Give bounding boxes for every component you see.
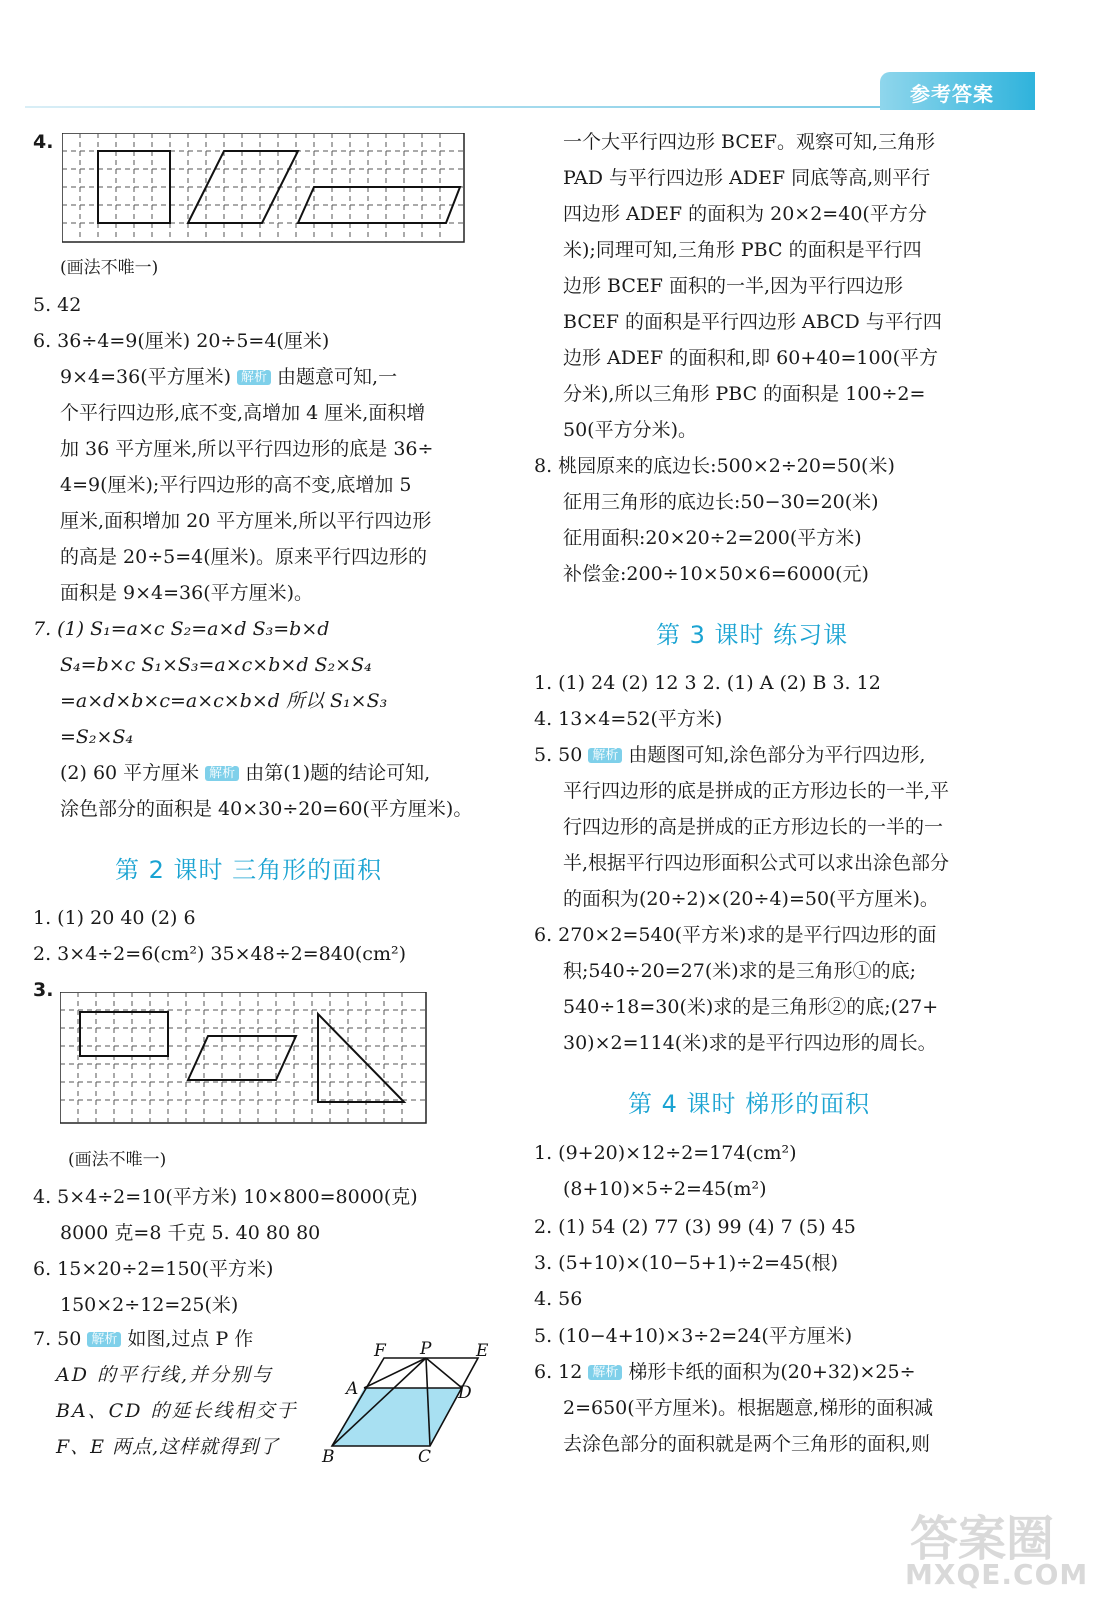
q5-answer: 5. 42	[33, 294, 82, 316]
l3-q5-analysis-start: 由题图可知,涂色部分为平行四边形,	[628, 744, 926, 766]
analysis-badge: 解析	[588, 1365, 622, 1380]
l4-q5: 5. (10−4+10)×3÷2=24(平方厘米)	[534, 1325, 853, 1347]
r-q8-line1: 8. 桃园原来的底边长:500×2÷20=50(米)	[534, 455, 895, 477]
q6-line8: 面积是 9×4=36(平方厘米)。	[60, 582, 314, 604]
l2-q7-line3: BA、CD 的延长线相交于	[56, 1400, 298, 1422]
l3-q6-line1: 6. 270×2=540(平方米)求的是平行四边形的面	[534, 924, 937, 946]
r-q7-cont-5: 边形 BCEF 面积的一半,因为平行四边形	[563, 275, 904, 297]
l2-q3-number: 3.	[33, 979, 54, 1001]
l3-q6-line4: 30)×2=114(米)求的是平行四边形的周长。	[563, 1032, 937, 1054]
l3-q4: 4. 13×4=52(平方米)	[534, 708, 723, 730]
q7-line5	[60, 764, 430, 783]
analysis-badge: 解析	[87, 1332, 121, 1347]
l3-q5-line4: 半,根据平行四边形面积公式可以求出涂色部分	[563, 852, 950, 874]
l2-q7-line1	[33, 1330, 253, 1349]
q6-line5: 4=9(厘米);平行四边形的高不变,底增加 5	[60, 474, 412, 496]
label-B: B	[322, 1447, 335, 1466]
l3-q6-line2: 积;540÷20=27(米)求的是三角形①的底;	[563, 960, 917, 982]
section-lesson3: 第 3 课时 练习课	[656, 621, 849, 649]
grid-figure-q4	[62, 133, 465, 243]
q7-line3: =a×d×b×c=a×c×b×d 所以 S₁×S₃	[60, 690, 388, 712]
l3-q5-answer: 5. 50	[534, 744, 583, 766]
q6-line2	[60, 368, 397, 387]
l2-q6-line2: 150×2÷12=25(米)	[60, 1294, 239, 1316]
r-q7-cont-3: 四边形 ADEF 的面积为 20×2=40(平方分	[563, 203, 927, 225]
l4-q6-analysis-start: 梯形卡纸的面积为(20+32)×25÷	[628, 1361, 916, 1383]
watermark-logo	[900, 1500, 1089, 1595]
l2-q7-analysis-start: 如图,过点 P 作	[127, 1328, 254, 1350]
r-q8-line4: 补偿金:200÷10×50×6=6000(元)	[563, 563, 869, 585]
l3-q5-line1	[534, 746, 925, 765]
l2-q4-line2: 8000 克=8 千克 5. 40 80 80	[60, 1222, 321, 1244]
l2-q4-line1: 4. 5×4÷2=10(平方米) 10×800=8000(克)	[33, 1186, 418, 1208]
r-q7-cont-9: 50(平方分米)。	[563, 419, 698, 441]
label-E: E	[476, 1341, 489, 1361]
l4-q2: 2. (1) 54 (2) 77 (3) 99 (4) 7 (5) 45	[534, 1216, 856, 1238]
l2-q7-answer: 7. 50	[33, 1328, 82, 1350]
q7-part2: (2) 60 平方厘米	[60, 762, 200, 784]
analysis-badge: 解析	[588, 748, 622, 763]
watermark-small: MXQE.COM	[905, 1558, 1089, 1591]
r-q7-cont-6: BCEF 的面积是平行四边形 ABCD 与平行四	[563, 311, 942, 333]
q7-analysis-start: 由第(1)题的结论可知,	[245, 762, 431, 784]
q4-number: 4.	[33, 131, 54, 153]
l2-q7-line2: AD 的平行线,并分别与	[56, 1364, 274, 1386]
l4-q3: 3. (5+10)×(10−5+1)÷2=45(根)	[534, 1252, 839, 1274]
q7-line2: S₄=b×c S₁×S₃=a×c×b×d S₂×S₄	[60, 654, 372, 676]
label-D: D	[458, 1383, 472, 1403]
section-lesson2: 第 2 课时 三角形的面积	[115, 856, 383, 884]
q7-line4: =S₂×S₄	[60, 726, 134, 748]
q6-result: 9×4=36(平方厘米)	[60, 366, 232, 388]
l3-q1: 1. (1) 24 (2) 12 3 2. (1) A (2) B 3. 12	[534, 672, 881, 694]
answer-tag	[880, 72, 1035, 110]
geometry-figure-bcef	[318, 1336, 498, 1466]
l4-q6-line1	[534, 1363, 916, 1382]
r-q7-cont-1: 一个大平行四边形 BCEF。观察可知,三角形	[563, 131, 935, 153]
l4-q6-line3: 去涂色部分的面积就是两个三角形的面积,则	[563, 1433, 931, 1455]
r-q7-cont-4: 米);同理可知,三角形 PBC 的面积是平行四	[563, 239, 922, 261]
analysis-badge: 解析	[237, 370, 271, 385]
l4-q1-line2: (8+10)×5÷2=45(m²)	[563, 1178, 767, 1200]
q6-line3: 个平行四边形,底不变,高增加 4 厘米,面积增	[60, 402, 426, 424]
r-q7-cont-2: PAD 与平行四边形 ADEF 同底等高,则平行	[563, 167, 931, 189]
l3-q5-line3: 行四边形的高是拼成的正方形边长的一半的一	[563, 816, 944, 838]
l2-q6-line1: 6. 15×20÷2=150(平方米)	[33, 1258, 274, 1280]
l4-q4: 4. 56	[534, 1288, 583, 1310]
l4-q1-line1: 1. (9+20)×12÷2=174(cm²)	[534, 1142, 797, 1164]
q7-line6: 涂色部分的面积是 40×30÷20=60(平方厘米)。	[60, 798, 473, 820]
analysis-badge: 解析	[205, 766, 239, 781]
q6-analysis-start: 由题意可知,一	[277, 366, 398, 388]
header-rule	[25, 106, 905, 108]
q4-note: (画法不唯一)	[60, 258, 159, 278]
q6-line6: 厘米,面积增加 20 平方厘米,所以平行四边形	[60, 510, 432, 532]
answer-tag-label: 参考答案	[910, 82, 994, 106]
l4-q6-answer: 6. 12	[534, 1361, 583, 1383]
section-lesson4: 第 4 课时 梯形的面积	[628, 1090, 871, 1118]
q6-line1: 6. 36÷4=9(厘米) 20÷5=4(厘米)	[33, 330, 330, 352]
q7-line1: 7. (1) S₁=a×c S₂=a×d S₃=b×d	[33, 618, 330, 640]
r-q8-line2: 征用三角形的底边长:50−30=20(米)	[563, 491, 879, 513]
label-C: C	[418, 1447, 432, 1466]
l4-q6-line2: 2=650(平方厘米)。根据题意,梯形的面积减	[563, 1397, 934, 1419]
r-q8-line3: 征用面积:20×20÷2=200(平方米)	[563, 527, 862, 549]
l2-q1: 1. (1) 20 40 (2) 6	[33, 907, 196, 929]
label-P: P	[420, 1339, 432, 1359]
q6-line4: 加 36 平方厘米,所以平行四边形的底是 36÷	[60, 438, 434, 460]
label-F: F	[374, 1341, 386, 1361]
watermark-big: 答案圈	[910, 1511, 1055, 1567]
label-A: A	[346, 1379, 359, 1399]
r-q7-cont-7: 边形 ADEF 的面积和,即 60+40=100(平方	[563, 347, 939, 369]
l2-q7-line4: F、E 两点,这样就得到了	[56, 1436, 280, 1458]
l3-q5-line2: 平行四边形的底是拼成的正方形边长的一半,平	[563, 780, 950, 802]
q6-line7: 的高是 20÷5=4(厘米)。原来平行四边形的	[60, 546, 428, 568]
grid-figure-l2-q3	[60, 992, 427, 1124]
l2-q2: 2. 3×4÷2=6(cm²) 35×48÷2=840(cm²)	[33, 943, 406, 965]
l3-q6-line3: 540÷18=30(米)求的是三角形②的底;(27+	[563, 996, 939, 1018]
l3-q5-line5: 的面积为(20÷2)×(20÷4)=50(平方厘米)。	[563, 888, 939, 910]
l2-q3-note: (画法不唯一)	[68, 1150, 167, 1170]
r-q7-cont-8: 分米),所以三角形 PBC 的面积是 100÷2=	[563, 383, 926, 405]
